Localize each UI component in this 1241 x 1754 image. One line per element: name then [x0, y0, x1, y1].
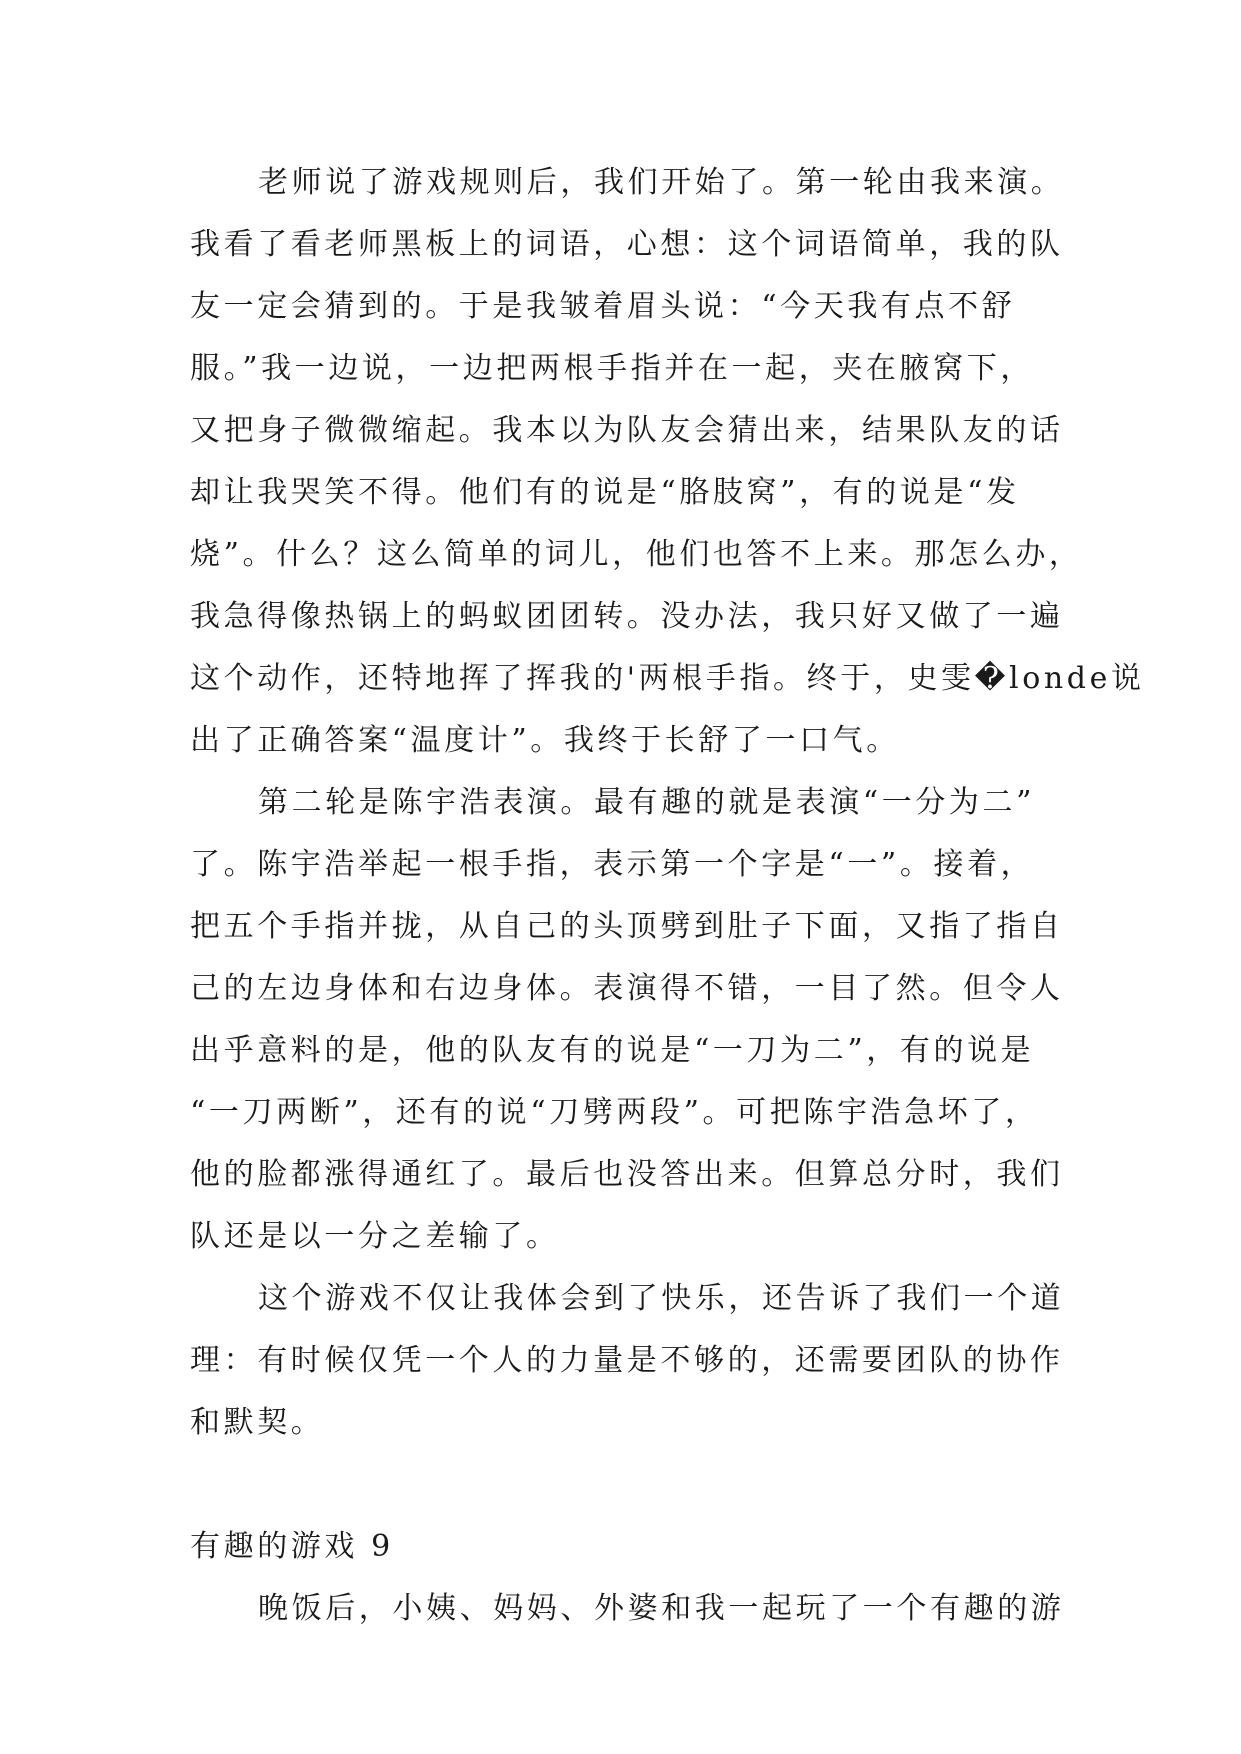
section-title: 有趣的游戏 9: [190, 1529, 394, 1564]
text-line: 队还是以一分之差输了。: [190, 1219, 560, 1254]
paragraph: [190, 772, 1064, 1268]
text-line: 出乎意料的是，他的队友有的说是“一刀为二”，有的说是: [190, 1033, 1035, 1068]
text-line: 己的左边身体和右边身体。表演得不错，一目了然。但令人: [190, 971, 1064, 1006]
text-line: 了。陈宇浩举起一根手指，表示第一个字是“一”。接着，: [190, 847, 1035, 882]
paragraph: [190, 1268, 1065, 1454]
text-line: 友一定会猜到的。于是我皱着眉头说：“今天我有点不舒: [190, 289, 1016, 324]
text-line: 他的脸都涨得通红了。最后也没答出来。但算总分时，我们: [190, 1157, 1064, 1192]
text-line: 又把身子微微缩起。我本以为队友会猜出来，结果队友的话: [190, 413, 1064, 448]
text-line: 服。”我一边说，一边把两根手指并在一起，夹在腋窝下，: [190, 351, 1034, 386]
text-line: 第二轮是陈宇浩表演。最有趣的就是表演“一分为二”: [258, 785, 1036, 820]
text-line: 理：有时候仅凭一个人的力量是不够的，还需要团队的协作: [190, 1343, 1064, 1378]
text-line: 这个游戏不仅让我体会到了快乐，还告诉了我们一个道: [258, 1281, 1065, 1316]
blank-line: [190, 1454, 1050, 1516]
text-line: 老师说了游戏规则后，我们开始了。第一轮由我来演。: [258, 165, 1065, 200]
paragraph: [190, 152, 1145, 772]
text-line: 却让我哭笑不得。他们有的说是“胳肢窝”，有的说是“发: [190, 475, 1020, 510]
text-line: “一刀两断”，还有的说“刀劈两段”。可把陈宇浩急坏了，: [190, 1095, 1039, 1130]
text-line: 我看了看老师黑板上的词语，心想：这个词语简单，我的队: [190, 227, 1064, 262]
text-line: 烧”。什么？这么简单的词儿，他们也答不上来。那怎么办，: [190, 537, 1083, 572]
text-line: 这个动作，还特地挥了挥我的'两根手指。终于，史雯�londe说: [190, 661, 1145, 696]
text-line: 和默契。: [190, 1405, 325, 1440]
text-line: 出了正确答案“温度计”。我终于长舒了一口气。: [190, 723, 900, 758]
text-line: 我急得像热锅上的蚂蚁团团转。没办法，我只好又做了一遍: [190, 599, 1064, 634]
document-body: [190, 152, 1145, 1640]
text-line: 晚饭后，小姨、妈妈、外婆和我一起玩了一个有趣的游: [258, 1591, 1065, 1626]
paragraph: [190, 1578, 1065, 1640]
text-line: 把五个手指并拢，从自己的头顶劈到肚子下面，又指了指自: [190, 909, 1064, 944]
